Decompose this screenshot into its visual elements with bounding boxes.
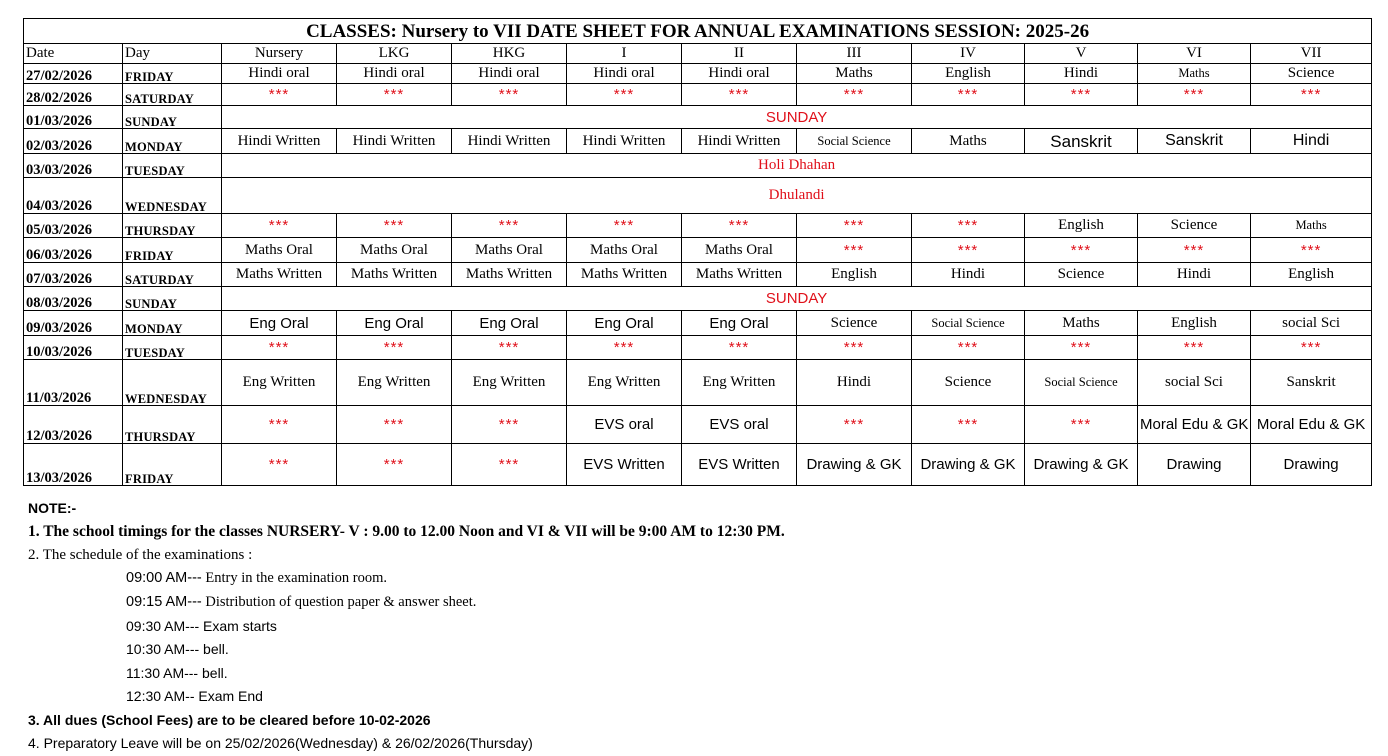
note-4: 4. Preparatory Leave will be on 25/02/2026(Wednesday) & 26/02/2026(Thursday) <box>28 735 533 751</box>
row-day: MONDAY <box>123 129 222 154</box>
row-day: SUNDAY <box>123 106 222 129</box>
row-date: 07/03/2026 <box>24 263 123 287</box>
schedule-item: 11:30 AM--- bell. <box>126 665 228 681</box>
subject-cell: Eng Written <box>567 360 682 406</box>
no-exam-cell: *** <box>567 84 682 106</box>
header-class: I <box>567 44 682 64</box>
no-exam-cell: *** <box>452 84 567 106</box>
row-day: THURSDAY <box>123 406 222 444</box>
subject-cell: Hindi oral <box>682 64 797 84</box>
subject-cell: English <box>912 64 1025 84</box>
subject-cell: Maths Oral <box>682 238 797 263</box>
table-row <box>24 444 1372 486</box>
schedule-item: 10:30 AM--- bell. <box>126 641 229 657</box>
subject-cell: Maths <box>1138 64 1251 84</box>
row-date: 09/03/2026 <box>24 311 123 336</box>
subject-cell: Maths <box>912 129 1025 154</box>
row-date: 13/03/2026 <box>24 444 123 486</box>
note-2: 2. The schedule of the examinations : <box>28 547 253 563</box>
no-exam-cell: *** <box>222 84 337 106</box>
subject-cell: Science <box>797 311 912 336</box>
subject-cell: Maths <box>1251 214 1372 238</box>
row-day: MONDAY <box>123 311 222 336</box>
row-day: TUESDAY <box>123 154 222 178</box>
subject-cell: Hindi <box>1138 263 1251 287</box>
subject-cell: Drawing <box>1138 444 1251 486</box>
row-date: 03/03/2026 <box>24 154 123 178</box>
subject-cell: Eng Written <box>337 360 452 406</box>
table-row <box>24 287 1372 311</box>
subject-cell: Moral Edu & GK <box>1138 406 1251 444</box>
subject-cell: Hindi Written <box>452 129 567 154</box>
header-class: HKG <box>452 44 567 64</box>
row-day: TUESDAY <box>123 336 222 360</box>
header-day: Day <box>123 44 222 64</box>
table-row <box>24 64 1372 84</box>
row-day: THURSDAY <box>123 214 222 238</box>
header-class: VI <box>1138 44 1251 64</box>
no-exam-cell: *** <box>1025 336 1138 360</box>
no-exam-cell: *** <box>222 406 337 444</box>
no-exam-cell: *** <box>1025 238 1138 263</box>
no-exam-cell: *** <box>567 214 682 238</box>
no-exam-cell: *** <box>1138 84 1251 106</box>
row-day: SATURDAY <box>123 84 222 106</box>
table-row <box>24 406 1372 444</box>
row-day: FRIDAY <box>123 64 222 84</box>
subject-cell: Moral Edu & GK <box>1251 406 1372 444</box>
subject-cell: Eng Oral <box>222 311 337 336</box>
row-date: 12/03/2026 <box>24 406 123 444</box>
row-date: 28/02/2026 <box>24 84 123 106</box>
row-date: 11/03/2026 <box>24 360 123 406</box>
note-3: 3. All dues (School Fees) are to be cleared before 10-02-2026 <box>28 712 431 728</box>
row-date: 08/03/2026 <box>24 287 123 311</box>
holiday-label: Holi Dhahan <box>222 154 1372 178</box>
header-row <box>24 44 1372 64</box>
subject-cell: Hindi oral <box>452 64 567 84</box>
holiday-label: SUNDAY <box>222 287 1372 311</box>
row-day: SATURDAY <box>123 263 222 287</box>
subject-cell: Sanskrit <box>1025 129 1138 154</box>
header-class: VII <box>1251 44 1372 64</box>
subject-cell: Hindi oral <box>222 64 337 84</box>
subject-cell: Drawing <box>1251 444 1372 486</box>
subject-cell: Maths <box>1025 311 1138 336</box>
no-exam-cell: *** <box>797 238 912 263</box>
header-class: Nursery <box>222 44 337 64</box>
row-day: SUNDAY <box>123 287 222 311</box>
subject-cell: Sanskrit <box>1138 129 1251 154</box>
subject-cell: Social Science <box>797 129 912 154</box>
subject-cell: English <box>1025 214 1138 238</box>
subject-cell: Drawing & GK <box>1025 444 1138 486</box>
holiday-label: Dhulandi <box>222 178 1372 214</box>
subject-cell: Social Science <box>912 311 1025 336</box>
subject-cell: Maths Oral <box>567 238 682 263</box>
subject-cell: Eng Written <box>222 360 337 406</box>
row-day: FRIDAY <box>123 444 222 486</box>
subject-cell: Hindi Written <box>567 129 682 154</box>
no-exam-cell: *** <box>682 336 797 360</box>
subject-cell: Science <box>1251 64 1372 84</box>
subject-cell: EVS Written <box>567 444 682 486</box>
subject-cell: Hindi <box>1251 129 1372 154</box>
subject-cell: Science <box>912 360 1025 406</box>
no-exam-cell: *** <box>1025 406 1138 444</box>
no-exam-cell: *** <box>912 238 1025 263</box>
date-sheet-table <box>23 18 1372 486</box>
header-class: III <box>797 44 912 64</box>
no-exam-cell: *** <box>1251 84 1372 106</box>
table-row <box>24 178 1372 214</box>
subject-cell: Social Science <box>1025 360 1138 406</box>
subject-cell: Maths Written <box>337 263 452 287</box>
row-date: 04/03/2026 <box>24 178 123 214</box>
subject-cell: Drawing & GK <box>797 444 912 486</box>
no-exam-cell: *** <box>682 214 797 238</box>
note-1: 1. The school timings for the classes NURSERY- V : 9.00 to 12.00 Noon and VI & VII will be 9:00 AM to 12:30 PM. <box>28 523 785 540</box>
notes-heading: NOTE:- <box>28 500 77 516</box>
no-exam-cell: *** <box>222 214 337 238</box>
no-exam-cell: *** <box>567 336 682 360</box>
no-exam-cell: *** <box>452 336 567 360</box>
subject-cell: Hindi Written <box>682 129 797 154</box>
no-exam-cell: *** <box>912 214 1025 238</box>
header-class: V <box>1025 44 1138 64</box>
table-row <box>24 336 1372 360</box>
subject-cell: Eng Written <box>682 360 797 406</box>
subject-cell: Maths Written <box>682 263 797 287</box>
subject-cell: Maths Oral <box>452 238 567 263</box>
table-row <box>24 84 1372 106</box>
table-row <box>24 154 1372 178</box>
no-exam-cell: *** <box>1251 238 1372 263</box>
no-exam-cell: *** <box>797 84 912 106</box>
table-row <box>24 360 1372 406</box>
header-class: IV <box>912 44 1025 64</box>
row-date: 05/03/2026 <box>24 214 123 238</box>
schedule-item: 09:30 AM--- Exam starts <box>126 618 277 634</box>
subject-cell: Science <box>1138 214 1251 238</box>
no-exam-cell: *** <box>797 214 912 238</box>
table-row <box>24 129 1372 154</box>
subject-cell: Maths Oral <box>222 238 337 263</box>
subject-cell: Maths Written <box>222 263 337 287</box>
no-exam-cell: *** <box>912 84 1025 106</box>
header-class: LKG <box>337 44 452 64</box>
header-class: II <box>682 44 797 64</box>
no-exam-cell: *** <box>682 84 797 106</box>
no-exam-cell: *** <box>452 444 567 486</box>
no-exam-cell: *** <box>1251 336 1372 360</box>
table-row <box>24 263 1372 287</box>
no-exam-cell: *** <box>337 444 452 486</box>
subject-cell: Hindi Written <box>222 129 337 154</box>
subject-cell: Eng Oral <box>567 311 682 336</box>
table-row <box>24 106 1372 129</box>
subject-cell: Maths Written <box>567 263 682 287</box>
no-exam-cell: *** <box>912 336 1025 360</box>
schedule-item: 12:30 AM-- Exam End <box>126 688 263 704</box>
schedule-item: 09:00 AM--- Entry in the examination room. <box>126 570 387 586</box>
subject-cell: Drawing & GK <box>912 444 1025 486</box>
subject-cell: English <box>1138 311 1251 336</box>
subject-cell: Hindi oral <box>567 64 682 84</box>
subject-cell: Maths Oral <box>337 238 452 263</box>
no-exam-cell: *** <box>912 406 1025 444</box>
header-date: Date <box>24 44 123 64</box>
subject-cell: social Sci <box>1251 311 1372 336</box>
subject-cell: Hindi Written <box>337 129 452 154</box>
subject-cell: EVS oral <box>682 406 797 444</box>
subject-cell: Hindi <box>912 263 1025 287</box>
subject-cell: Maths <box>797 64 912 84</box>
subject-cell: Eng Oral <box>452 311 567 336</box>
no-exam-cell: *** <box>337 336 452 360</box>
table-row <box>24 214 1372 238</box>
row-day: FRIDAY <box>123 238 222 263</box>
row-date: 01/03/2026 <box>24 106 123 129</box>
row-date: 06/03/2026 <box>24 238 123 263</box>
row-date: 02/03/2026 <box>24 129 123 154</box>
subject-cell: Hindi <box>1025 64 1138 84</box>
no-exam-cell: *** <box>222 336 337 360</box>
row-day: WEDNESDAY <box>123 360 222 406</box>
table-row <box>24 311 1372 336</box>
row-day: WEDNESDAY <box>123 178 222 214</box>
no-exam-cell: *** <box>797 406 912 444</box>
no-exam-cell: *** <box>452 406 567 444</box>
subject-cell: Hindi <box>797 360 912 406</box>
subject-cell: Eng Written <box>452 360 567 406</box>
no-exam-cell: *** <box>452 214 567 238</box>
no-exam-cell: *** <box>337 84 452 106</box>
holiday-label: SUNDAY <box>222 106 1372 129</box>
row-date: 10/03/2026 <box>24 336 123 360</box>
subject-cell: EVS Written <box>682 444 797 486</box>
subject-cell: Science <box>1025 263 1138 287</box>
subject-cell: English <box>797 263 912 287</box>
no-exam-cell: *** <box>1138 336 1251 360</box>
no-exam-cell: *** <box>222 444 337 486</box>
no-exam-cell: *** <box>337 214 452 238</box>
row-date: 27/02/2026 <box>24 64 123 84</box>
subject-cell: English <box>1251 263 1372 287</box>
subject-cell: EVS oral <box>567 406 682 444</box>
no-exam-cell: *** <box>337 406 452 444</box>
subject-cell: Eng Oral <box>682 311 797 336</box>
no-exam-cell: *** <box>1025 84 1138 106</box>
subject-cell: Hindi oral <box>337 64 452 84</box>
sheet-title: CLASSES: Nursery to VII DATE SHEET FOR ANNUAL EXAMINATIONS SESSION: 2025-26 <box>24 19 1372 44</box>
no-exam-cell: *** <box>797 336 912 360</box>
subject-cell: social Sci <box>1138 360 1251 406</box>
table-row <box>24 238 1372 263</box>
subject-cell: Maths Written <box>452 263 567 287</box>
no-exam-cell: *** <box>1138 238 1251 263</box>
schedule-item: 09:15 AM--- Distribution of question paper & answer sheet. <box>126 594 477 610</box>
subject-cell: Sanskrit <box>1251 360 1372 406</box>
subject-cell: Eng Oral <box>337 311 452 336</box>
